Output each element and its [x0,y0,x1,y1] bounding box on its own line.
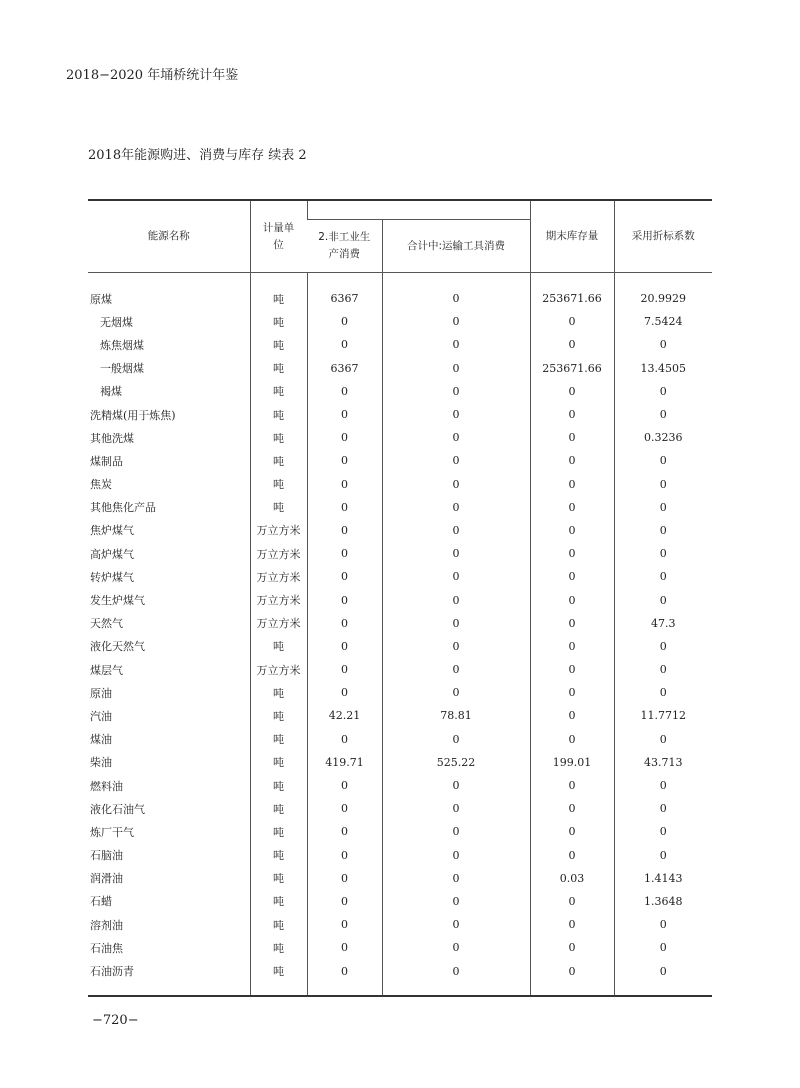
cell-name: 石脑油 [90,849,123,863]
cell-coef: 0 [614,519,712,542]
table-row [88,519,712,542]
cell-nonind: 0 [307,890,382,913]
cell-nonind: 0 [307,588,382,611]
cell-name: 褐煤 [100,385,122,399]
cell-name: 高炉煤气 [90,547,134,561]
cell-transport: 0 [382,658,530,681]
cell-coef: 0 [614,565,712,588]
cell-stock: 0 [530,658,614,681]
cell-transport: 0 [382,333,530,356]
cell-name: 汽油 [90,709,112,723]
cell-unit: 吨 [250,357,307,380]
cell-transport: 0 [382,820,530,843]
cell-nonind: 0 [307,797,382,820]
table-row [88,635,712,658]
cell-name: 石蜡 [90,895,112,909]
cell-name: 煤油 [90,733,112,747]
cell-coef: 43.713 [614,751,712,774]
cell-unit: 吨 [250,426,307,449]
cell-unit: 吨 [250,844,307,867]
cell-transport: 0 [382,403,530,426]
table-row [88,542,712,565]
cell-coef: 0 [614,681,712,704]
cell-unit: 万立方米 [250,588,307,611]
cell-name: 煤制品 [90,454,123,468]
cell-name: 燃料油 [90,779,123,793]
cell-nonind: 0 [307,310,382,333]
cell-unit: 万立方米 [250,612,307,635]
header-group-blank [307,200,530,220]
table-row [88,774,712,797]
table-row [88,936,712,959]
energy-table [88,199,712,997]
cell-stock: 0 [530,542,614,565]
cell-transport: 525.22 [382,751,530,774]
cell-name: 无烟煤 [100,315,133,329]
cell-coef: 13.4505 [614,357,712,380]
table-row [88,357,712,380]
cell-coef: 0 [614,658,712,681]
cell-unit: 吨 [250,751,307,774]
cell-name: 液化石油气 [90,802,145,816]
cell-name: 石油沥青 [90,965,134,979]
cell-transport: 0 [382,867,530,890]
table-row [88,588,712,611]
cell-nonind: 419.71 [307,751,382,774]
cell-transport: 0 [382,496,530,519]
table-row [88,844,712,867]
cell-transport: 0 [382,449,530,472]
cell-nonind: 0 [307,936,382,959]
table-row [88,403,712,426]
cell-name: 焦炉煤气 [90,524,134,538]
table-row [88,380,712,403]
header-stock: 期末库存量 [530,200,614,273]
cell-name: 溶剂油 [90,918,123,932]
cell-coef: 0 [614,774,712,797]
cell-transport: 0 [382,380,530,403]
cell-transport: 0 [382,473,530,496]
cell-stock: 0 [530,774,614,797]
cell-stock: 0 [530,403,614,426]
cell-unit: 吨 [250,936,307,959]
cell-stock: 253671.66 [530,287,614,310]
cell-unit: 吨 [250,890,307,913]
cell-coef: 0 [614,473,712,496]
cell-unit: 吨 [250,867,307,890]
cell-stock: 0.03 [530,867,614,890]
header-name: 能源名称 [88,200,250,273]
cell-stock: 0 [530,704,614,727]
cell-transport: 0 [382,890,530,913]
cell-coef: 0 [614,797,712,820]
cell-transport: 78.81 [382,704,530,727]
cell-nonind: 0 [307,426,382,449]
table-row [88,426,712,449]
cell-name: 一般烟煤 [100,362,144,376]
cell-coef: 0 [614,728,712,751]
table-row [88,913,712,936]
cell-unit: 吨 [250,310,307,333]
cell-stock: 0 [530,426,614,449]
cell-transport: 0 [382,310,530,333]
cell-transport: 0 [382,635,530,658]
page-number: −720− [92,1013,139,1028]
cell-stock: 0 [530,728,614,751]
header-transport: 合计中:运输工具消费 [382,220,530,273]
table-title: 2018年能源购进、消费与库存 续表 2 [88,148,307,163]
cell-name: 炼厂干气 [90,825,134,839]
cell-transport: 0 [382,844,530,867]
table-row [88,704,712,727]
cell-unit: 吨 [250,774,307,797]
header-coef: 采用折标系数 [614,200,712,273]
cell-unit: 吨 [250,473,307,496]
table-row [88,658,712,681]
cell-coef: 0 [614,913,712,936]
cell-transport: 0 [382,287,530,310]
cell-name: 原煤 [90,292,112,306]
cell-name: 发生炉煤气 [90,594,145,608]
cell-coef: 0 [614,936,712,959]
cell-nonind: 0 [307,658,382,681]
cell-coef: 1.3648 [614,890,712,913]
cell-nonind: 0 [307,449,382,472]
table-row [88,867,712,890]
cell-name: 煤层气 [90,663,123,677]
cell-transport: 0 [382,681,530,704]
table-row [88,681,712,704]
header-unit: 计量单位 [250,200,307,273]
table-row [88,751,712,774]
cell-unit: 吨 [250,333,307,356]
cell-unit: 吨 [250,287,307,310]
cell-unit: 吨 [250,728,307,751]
cell-unit: 吨 [250,797,307,820]
cell-transport: 0 [382,913,530,936]
cell-unit: 吨 [250,496,307,519]
cell-stock: 0 [530,959,614,982]
table-row [88,797,712,820]
cell-nonind: 0 [307,635,382,658]
cell-unit: 吨 [250,380,307,403]
cell-coef: 0 [614,959,712,982]
cell-nonind: 0 [307,867,382,890]
cell-stock: 0 [530,565,614,588]
cell-coef: 0 [614,820,712,843]
cell-nonind: 0 [307,959,382,982]
cell-coef: 47.3 [614,612,712,635]
cell-transport: 0 [382,774,530,797]
cell-unit: 吨 [250,681,307,704]
cell-name: 原油 [90,686,112,700]
cell-unit: 万立方米 [250,519,307,542]
cell-transport: 0 [382,959,530,982]
table-row [88,728,712,751]
cell-coef: 7.5424 [614,310,712,333]
cell-unit: 万立方米 [250,658,307,681]
cell-unit: 吨 [250,704,307,727]
cell-name: 石油焦 [90,941,123,955]
cell-nonind: 0 [307,473,382,496]
cell-stock: 0 [530,635,614,658]
cell-nonind: 0 [307,496,382,519]
cell-name: 液化天然气 [90,640,145,654]
cell-name: 炼焦烟煤 [100,338,144,352]
cell-unit: 吨 [250,635,307,658]
cell-unit: 吨 [250,449,307,472]
table-row [88,890,712,913]
table-row [88,310,712,333]
table-row [88,287,712,310]
running-head: 2018−2020 年埇桥统计年鉴 [66,68,239,83]
cell-name: 洗精煤(用于炼焦) [90,408,176,422]
header-nonindustrial: 2.非工业生产消费 [307,220,382,273]
table-row [88,473,712,496]
cell-coef: 0 [614,333,712,356]
cell-transport: 0 [382,797,530,820]
cell-nonind: 0 [307,403,382,426]
cell-name: 天然气 [90,617,123,631]
cell-stock: 0 [530,333,614,356]
cell-nonind: 6367 [307,357,382,380]
cell-nonind: 0 [307,820,382,843]
cell-unit: 吨 [250,959,307,982]
cell-nonind: 0 [307,844,382,867]
cell-unit: 吨 [250,820,307,843]
cell-stock: 0 [530,588,614,611]
cell-coef: 0 [614,542,712,565]
cell-nonind: 6367 [307,287,382,310]
cell-unit: 吨 [250,403,307,426]
cell-stock: 0 [530,797,614,820]
cell-transport: 0 [382,519,530,542]
cell-stock: 0 [530,913,614,936]
cell-stock: 0 [530,380,614,403]
cell-nonind: 0 [307,380,382,403]
cell-stock: 0 [530,310,614,333]
cell-transport: 0 [382,357,530,380]
cell-nonind: 0 [307,728,382,751]
table-row [88,959,712,982]
cell-name: 转炉煤气 [90,570,134,584]
cell-stock: 0 [530,936,614,959]
cell-stock: 199.01 [530,751,614,774]
cell-transport: 0 [382,426,530,449]
table-row [88,449,712,472]
cell-stock: 0 [530,496,614,519]
cell-transport: 0 [382,612,530,635]
cell-nonind: 0 [307,774,382,797]
table-row [88,333,712,356]
cell-name: 润滑油 [90,872,123,886]
cell-coef: 20.9929 [614,287,712,310]
cell-coef: 0.3236 [614,426,712,449]
cell-nonind: 42.21 [307,704,382,727]
cell-coef: 0 [614,449,712,472]
table-row [88,496,712,519]
cell-nonind: 0 [307,542,382,565]
cell-unit: 万立方米 [250,565,307,588]
cell-stock: 0 [530,449,614,472]
cell-nonind: 0 [307,681,382,704]
cell-stock: 0 [530,519,614,542]
cell-transport: 0 [382,542,530,565]
cell-stock: 0 [530,890,614,913]
cell-coef: 0 [614,588,712,611]
cell-nonind: 0 [307,333,382,356]
cell-name: 柴油 [90,756,112,770]
cell-stock: 253671.66 [530,357,614,380]
table-row [88,820,712,843]
cell-transport: 0 [382,936,530,959]
cell-stock: 0 [530,612,614,635]
cell-transport: 0 [382,728,530,751]
cell-coef: 0 [614,496,712,519]
cell-coef: 11.7712 [614,704,712,727]
cell-coef: 0 [614,403,712,426]
cell-coef: 0 [614,844,712,867]
table-row [88,565,712,588]
cell-stock: 0 [530,820,614,843]
cell-name: 其他焦化产品 [90,501,156,515]
cell-name: 其他洗煤 [90,431,134,445]
cell-name: 焦炭 [90,478,112,492]
cell-coef: 0 [614,380,712,403]
cell-coef: 0 [614,635,712,658]
cell-nonind: 0 [307,913,382,936]
cell-nonind: 0 [307,519,382,542]
cell-transport: 0 [382,565,530,588]
cell-nonind: 0 [307,612,382,635]
cell-transport: 0 [382,588,530,611]
cell-stock: 0 [530,473,614,496]
cell-stock: 0 [530,681,614,704]
cell-stock: 0 [530,844,614,867]
cell-unit: 万立方米 [250,542,307,565]
cell-nonind: 0 [307,565,382,588]
cell-coef: 1.4143 [614,867,712,890]
table-row [88,612,712,635]
cell-unit: 吨 [250,913,307,936]
